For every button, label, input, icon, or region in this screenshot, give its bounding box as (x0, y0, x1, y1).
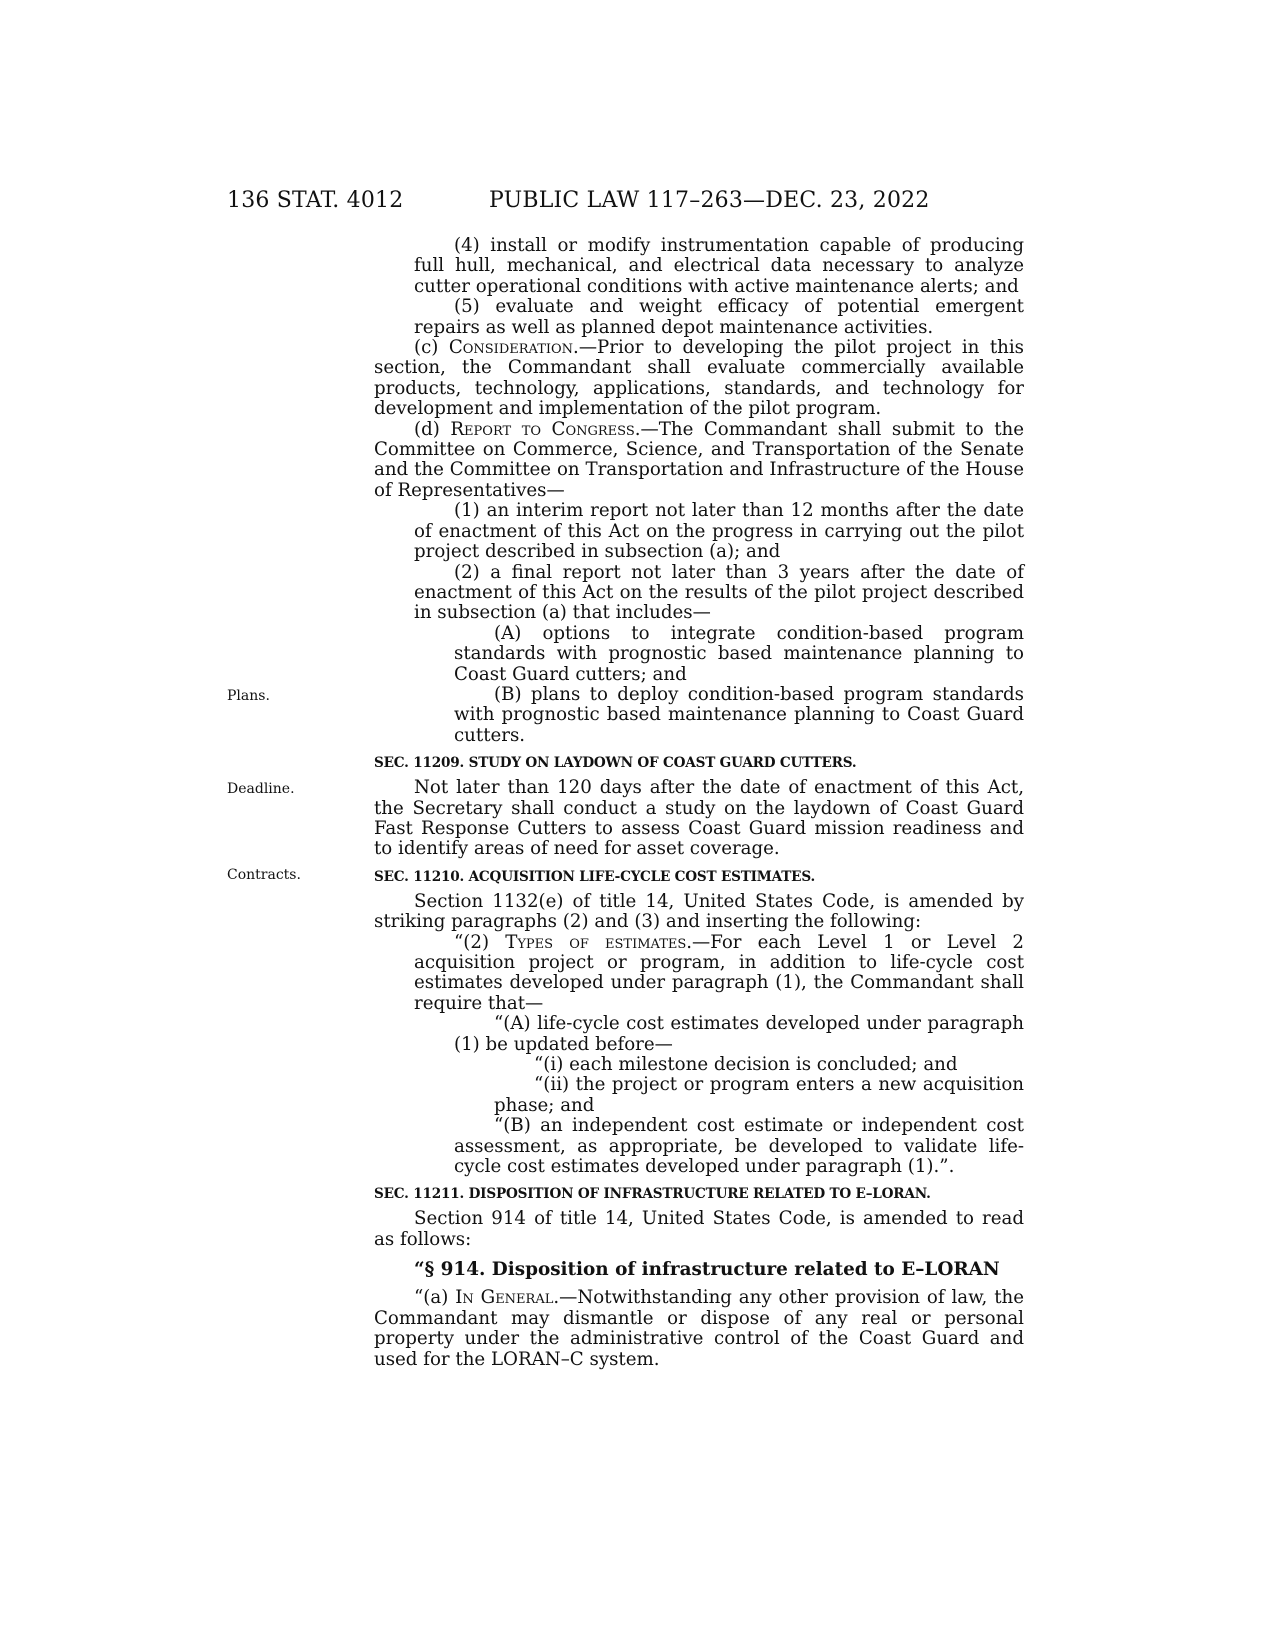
section-text-11211: Section 914 of title 14, United States Code, is amended to read as follows: (374, 1208, 1024, 1250)
quoted-paragraph-2-label: “(2) (454, 931, 506, 953)
subparagraph-d2b: (B) plans to deploy condition-based program standards with prognostic based maintenance planning to Coast Guard cutters. (454, 683, 1024, 746)
margin-note-plans: Plans. (227, 688, 270, 704)
quoted-paragraph-2-text: .—For each Level 1 or Level 2 acquisition project or program, in addition to life-cycle cost estimates developed under paragraph (1), the Commandant shall require that— (414, 931, 1024, 1014)
section-text-11209: Not later than 120 days after the date of enactment of this Act, the Secretary shall conduct a study on the laydown of Coast Guard Fast Response Cutters to assess Coast Guard mission readiness and to identify areas of need for asset coverage. (374, 777, 1024, 860)
subsection-d-label: (d) (414, 418, 451, 440)
paragraph-d2: (2) a final report not later than 3 years after the date of enactment of this Act on the results of the pilot project described in subsection (a) that includes— (414, 561, 1024, 624)
subsection-c-text: .—Prior to developing the pilot project in this section, the Commandant shall evaluate commercially available products, technology, applications, standards, and technology for development and implementation of the pilot program. (374, 337, 1024, 420)
quoted-subparagraph-b: “(B) an independent cost estimate or independent cost assessment, as appropriate, be developed to validate life-cycle cost estimates developed under paragraph (1).”. (454, 1115, 1024, 1178)
subsection-d-text: .—The Commandant shall submit to the Committee on Commerce, Science, and Transportation of the Senate and the Committee on Transportation and Infrastructure of the House of Representatives— (374, 418, 1024, 501)
quoted-clause-i: “(i) each milestone decision is concluded; and (534, 1054, 958, 1076)
paragraph-d1: (1) an interim report not later than 12 months after the date of enactment of this Act on the progress in carrying out the pilot project described in subsection (a); and (414, 500, 1024, 563)
section-914-a-heading: In General (455, 1287, 554, 1309)
section-914-a-text: .—Notwithstanding any other provision of law, the Commandant may dismantle or dispose of any real or personal property under the administrative control of the Coast Guard and used for the LORAN–C system. (374, 1287, 1024, 1370)
section-heading-11209: SEC. 11209. STUDY ON LAYDOWN OF COAST GUARD CUTTERS. (374, 755, 857, 772)
quoted-subparagraph-a: “(A) life-cycle cost estimates developed under paragraph (1) be updated before— (454, 1013, 1024, 1055)
subsection-c-label: (c) (414, 337, 449, 359)
section-914-subsection-a (374, 1288, 1024, 1370)
paragraph-b4: (4) install or modify instrumentation capable of producing full hull, mechanical, and electrical data necessary to analyze cutter operational conditions with active maintenance alerts; and (414, 235, 1024, 297)
page-stat-number: 136 STAT. 4012 (227, 188, 404, 213)
running-header-law: PUBLIC LAW 117–263—DEC. 23, 2022 (489, 188, 930, 213)
body-text-column (374, 236, 1024, 1370)
section-heading-11211: SEC. 11211. DISPOSITION OF INFRASTRUCTURE RELATED TO E–LORAN. (374, 1186, 931, 1203)
subsection-d (374, 420, 1024, 502)
section-914-heading: “§ 914. Disposition of infrastructure related to E–LORAN (414, 1259, 1000, 1281)
margin-note-contracts: Contracts. (227, 867, 301, 883)
quoted-paragraph-2 (374, 933, 1024, 1015)
paragraph-b5: (5) evaluate and weight efficacy of potential emergent repairs as well as planned depot maintenance activities. (414, 296, 1024, 338)
section-heading-11210: SEC. 11210. ACQUISITION LIFE-CYCLE COST ESTIMATES. (374, 868, 816, 885)
quoted-paragraph-2-heading: Types of estimates (505, 931, 687, 953)
section-914-a-label: “(a) (414, 1287, 456, 1309)
subsection-c (374, 338, 1024, 420)
section-text-11210: Section 1132(e) of title 14, United States Code, is amended by striking paragraphs (2) and (3) and inserting the following: (374, 890, 1024, 933)
subsection-c-heading: Consideration (448, 337, 574, 359)
subsection-d-heading: Report to Congress (450, 418, 635, 440)
quoted-clause-ii: “(ii) the project or program enters a new acquisition phase; and (494, 1074, 1024, 1116)
subparagraph-d2a: (A) options to integrate condition-based program standards with prognostic based maintenance planning to Coast Guard cutters; and (454, 622, 1024, 685)
margin-note-deadline: Deadline. (227, 781, 295, 797)
